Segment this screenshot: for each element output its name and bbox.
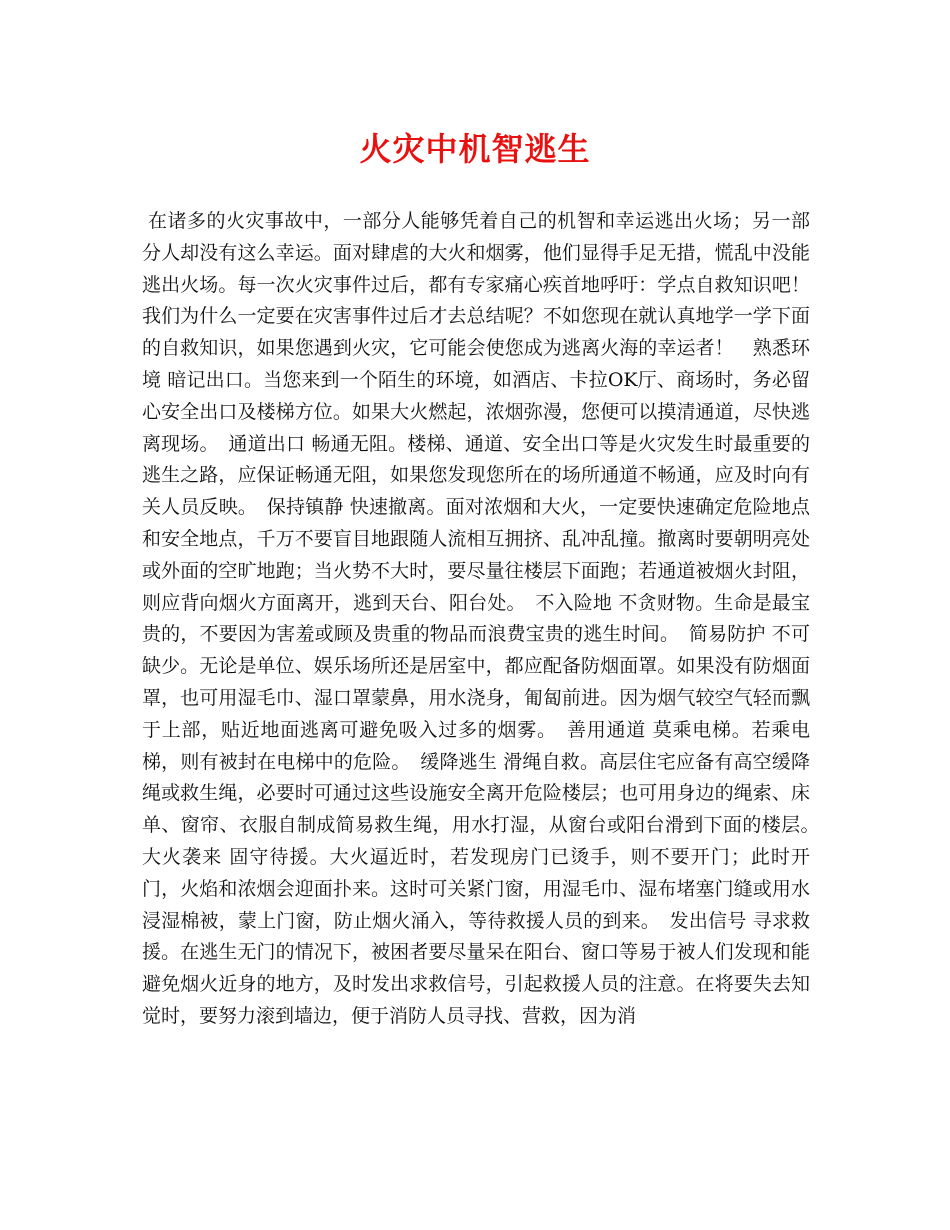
document-body: 在诸多的火灾事故中，一部分人能够凭着自己的机智和幸运逃出火场；另一部分人却没有这么幸运。面对肆虐的大火和烟雾，他们显得手足无措，慌乱中没能逃出火场。每一次火灾事件过后，都有专家痛心疾首地呼吁：学点自救知识吧！我们为什么一定要在灾害事件过后才去总结呢？不如您现在就认真地学一学下面的自救知识，如果您遇到火灾，它可能会使您成为逃离火海的幸运者！ 熟悉环境 暗记出口。当您来到一个陌生的环境，如酒店、卡拉OK厅、商场时，务必留心安全出口及楼梯方位。如果大火燃起，浓烟弥漫，您便可以摸清通道，尽快逃离现场。 通道出口 畅通无阻。楼梯、通道、安全出口等是火灾发生时最重要的逃生之路，应保证畅通无阻，如果您发现您所在的场所通道不畅通，应及时向有关人员反映。 保持镇静 快速撤离。面对浓烟和大火，一定要快速确定危险地点和安全地点，千万不要盲目地跟随人流相互拥挤、乱冲乱撞。撤离时要朝明亮处或外面的空旷地跑；当火势不大时，要尽量往楼层下面跑；若通道被烟火封阻，则应背向烟火方面离开，逃到天台、阳台处。 不入险地 不贪财物。生命是最宝贵的，不要因为害羞或顾及贵重的物品而浪费宝贵的逃生时间。 简易防护 不可缺少。无论是单位、娱乐场所还是居室中，都应配备防烟面罩。如果没有防烟面罩，也可用湿毛巾、湿口罩蒙鼻，用水浇身，匍匐前进。因为烟气较空气轻而飘于上部，贴近地面逃离可避免吸入过多的烟雾。 善用通道 莫乘电梯。若乘电梯，则有被封在电梯中的危险。 缓降逃生 滑绳自救。高层住宅应备有高空缓降绳或救生绳，必要时可通过这些设施安全离开危险楼层；也可用身边的绳索、床单、窗帘、衣服自制成简易救生绳，用水打湿，从窗台或阳台滑到下面的楼层。 大火袭来 固守待援。大火逼近时，若发现房门已烫手，则不要开门；此时开门，火焰和浓烟会迎面扑来。这时可关紧门窗，用湿毛巾、湿布堵塞门缝或用水浸湿棉被，蒙上门窗，防止烟火涌入，等待救援人员的到来。 发出信号 寻求救援。在逃生无门的情况下，被困者要尽量呆在阳台、窗口等易于被人们发现和能避免烟火近身的地方，及时发出求救信号，引起救援人员的注意。在将要失去知觉时，要努力滚到墙边，便于消防人员寻找、营救，因为消 — [142, 210, 830, 1027]
document-title: 火灾中机智逃生 — [359, 130, 591, 168]
